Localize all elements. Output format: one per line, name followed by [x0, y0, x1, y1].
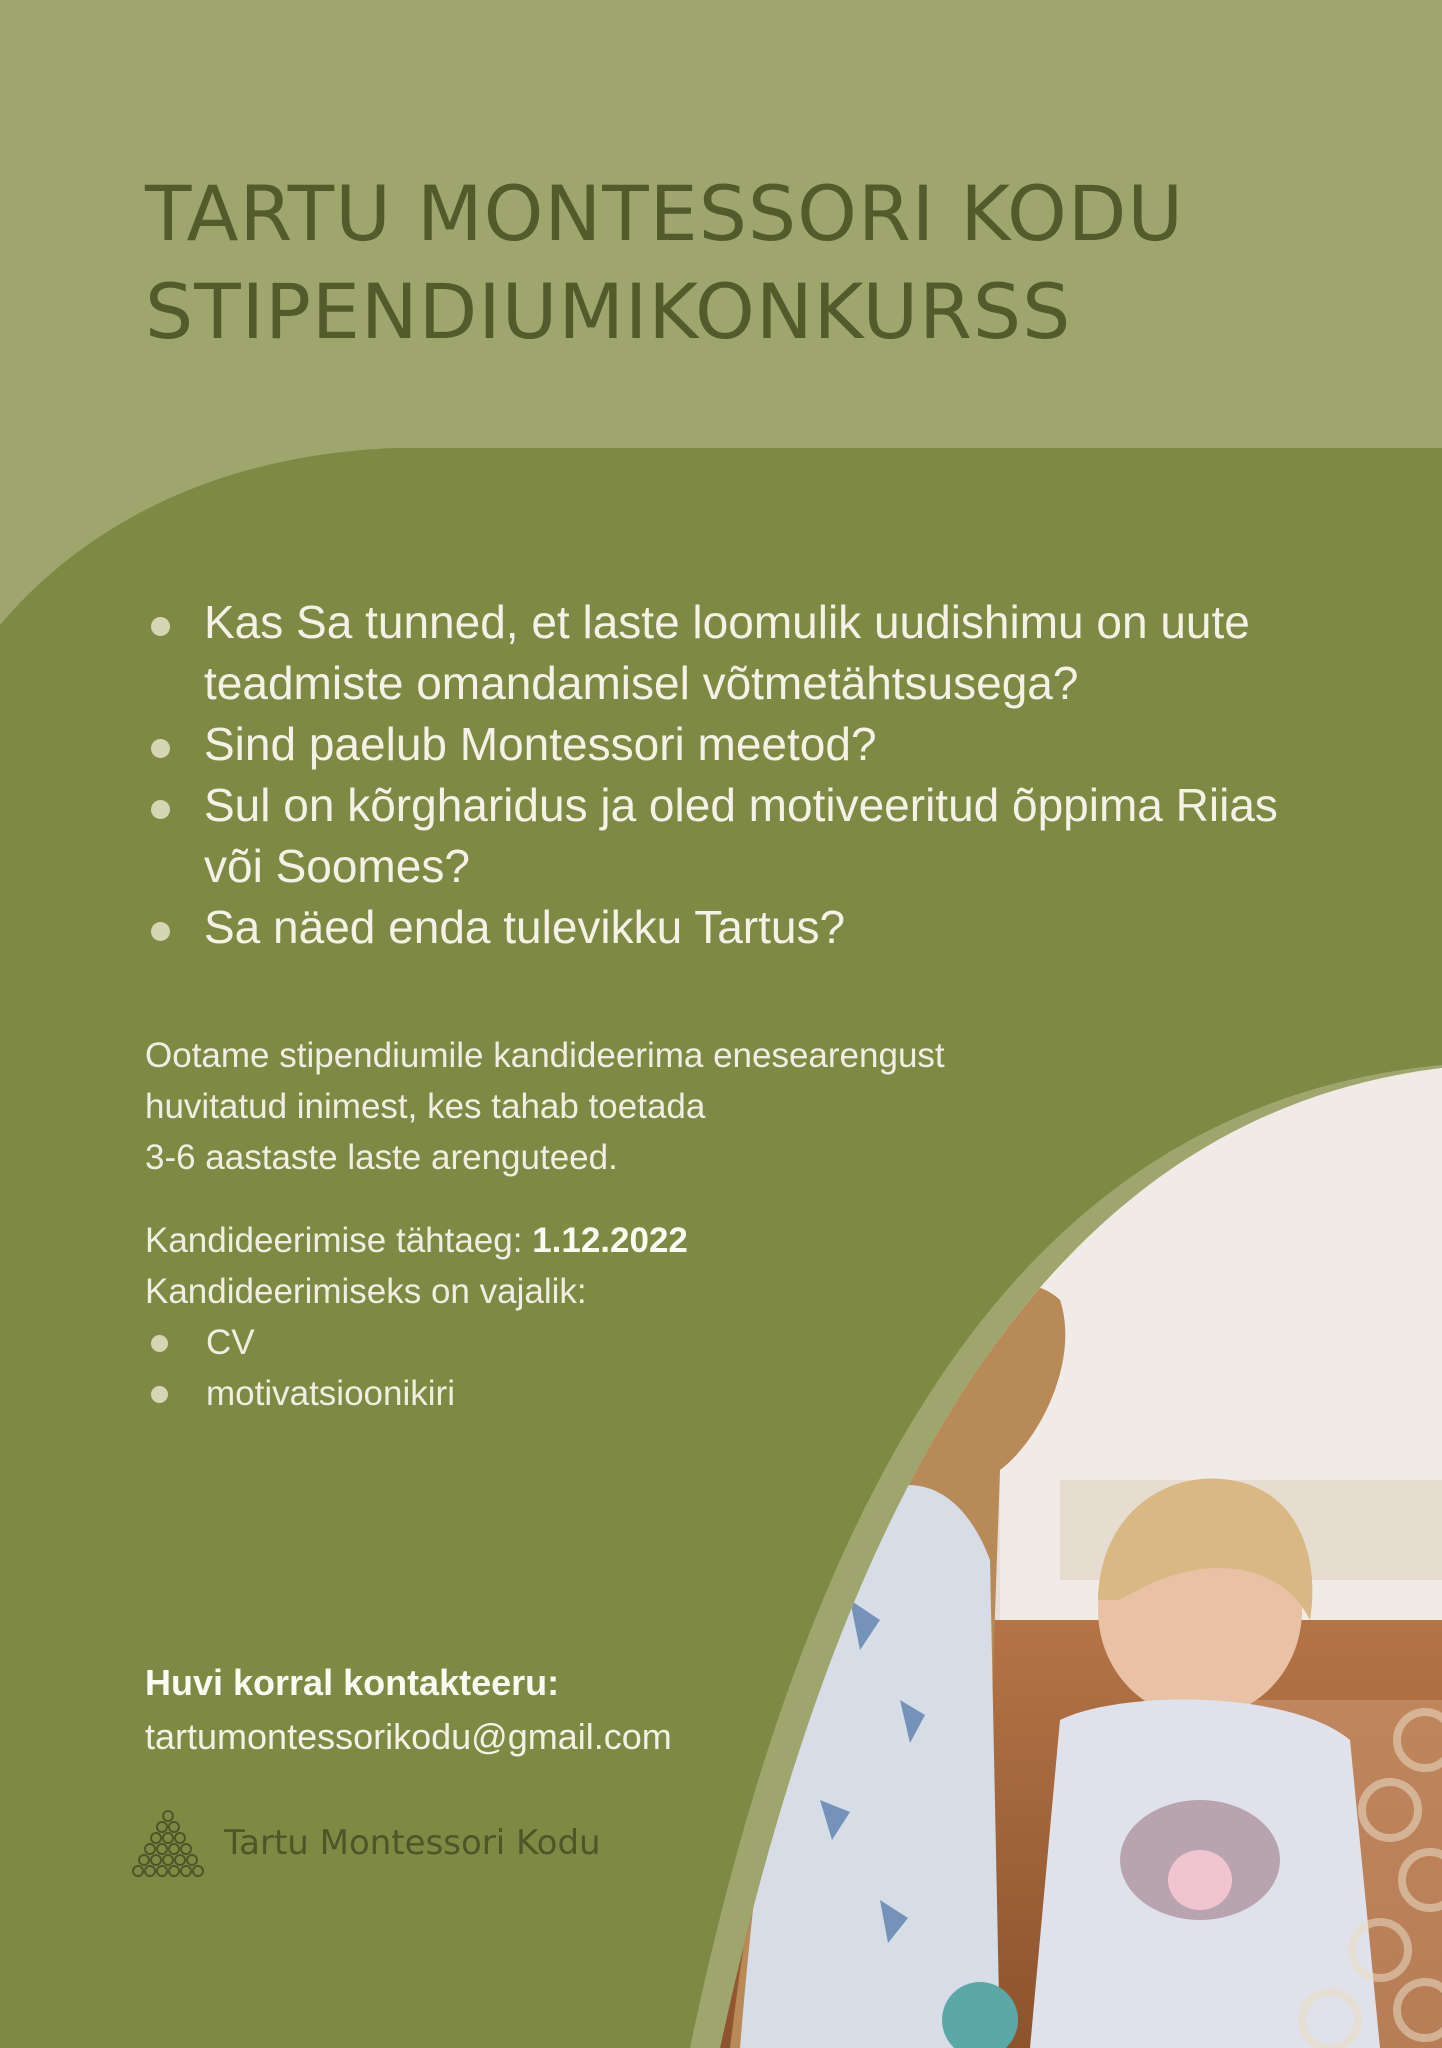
deadline-line: [145, 1215, 688, 1266]
description-line: 3-6 aastaste laste arenguteed.: [145, 1138, 618, 1177]
deadline-date: 1.12.2022: [532, 1221, 688, 1260]
bead-triangle-icon: [130, 1808, 206, 1878]
bullet-dot-icon: [151, 739, 170, 758]
description-line: Ootame stipendiumile kandideerima enesearengust: [145, 1036, 945, 1075]
question-text: Sind paelub Montessori meetod?: [204, 718, 877, 770]
requirements-label: Kandideerimiseks on vajalik:: [145, 1272, 587, 1311]
question-item: [145, 775, 1325, 897]
requirement-text: CV: [206, 1323, 255, 1362]
logo: [130, 1808, 601, 1878]
question-text: Sa näed enda tulevikku Tartus?: [204, 901, 846, 953]
bullet-dot-icon: [151, 1386, 168, 1403]
requirements-list: [145, 1317, 688, 1419]
bullet-dot-icon: [151, 1335, 168, 1352]
title-line-1: TARTU MONTESSORI KODU: [145, 169, 1185, 258]
description-paragraph: [145, 1030, 945, 1183]
bullet-dot-icon: [151, 800, 170, 819]
requirement-item: [145, 1368, 688, 1419]
contact-email[interactable]: tartumontessorikodu@gmail.com: [145, 1716, 672, 1757]
question-text: Kas Sa tunned, et laste loomulik uudishimu on uute teadmiste omandamisel võtmetähtsusega?: [204, 596, 1250, 709]
requirement-text: motivatsioonikiri: [206, 1374, 455, 1413]
contact-block: [145, 1656, 672, 1764]
question-item: [145, 592, 1325, 714]
bullet-dot-icon: [151, 617, 170, 636]
logo-text: Tartu Montessori Kodu: [224, 1823, 601, 1863]
question-list: [145, 592, 1325, 958]
question-item: [145, 714, 1325, 775]
deadline-label: Kandideerimise tähtaeg:: [145, 1221, 533, 1260]
page-title: [145, 165, 1184, 361]
question-item: [145, 897, 1325, 958]
title-line-2: STIPENDIUMIKONKURSS: [145, 267, 1072, 356]
bullet-dot-icon: [151, 922, 170, 941]
description-line: huvitatud inimest, kes tahab toetada: [145, 1087, 706, 1126]
question-text: Sul on kõrgharidus ja oled motiveeritud õppima Riias või Soomes?: [204, 779, 1278, 892]
requirement-item: [145, 1317, 688, 1368]
application-info: [145, 1215, 688, 1419]
contact-label: Huvi korral kontakteeru:: [145, 1662, 560, 1703]
